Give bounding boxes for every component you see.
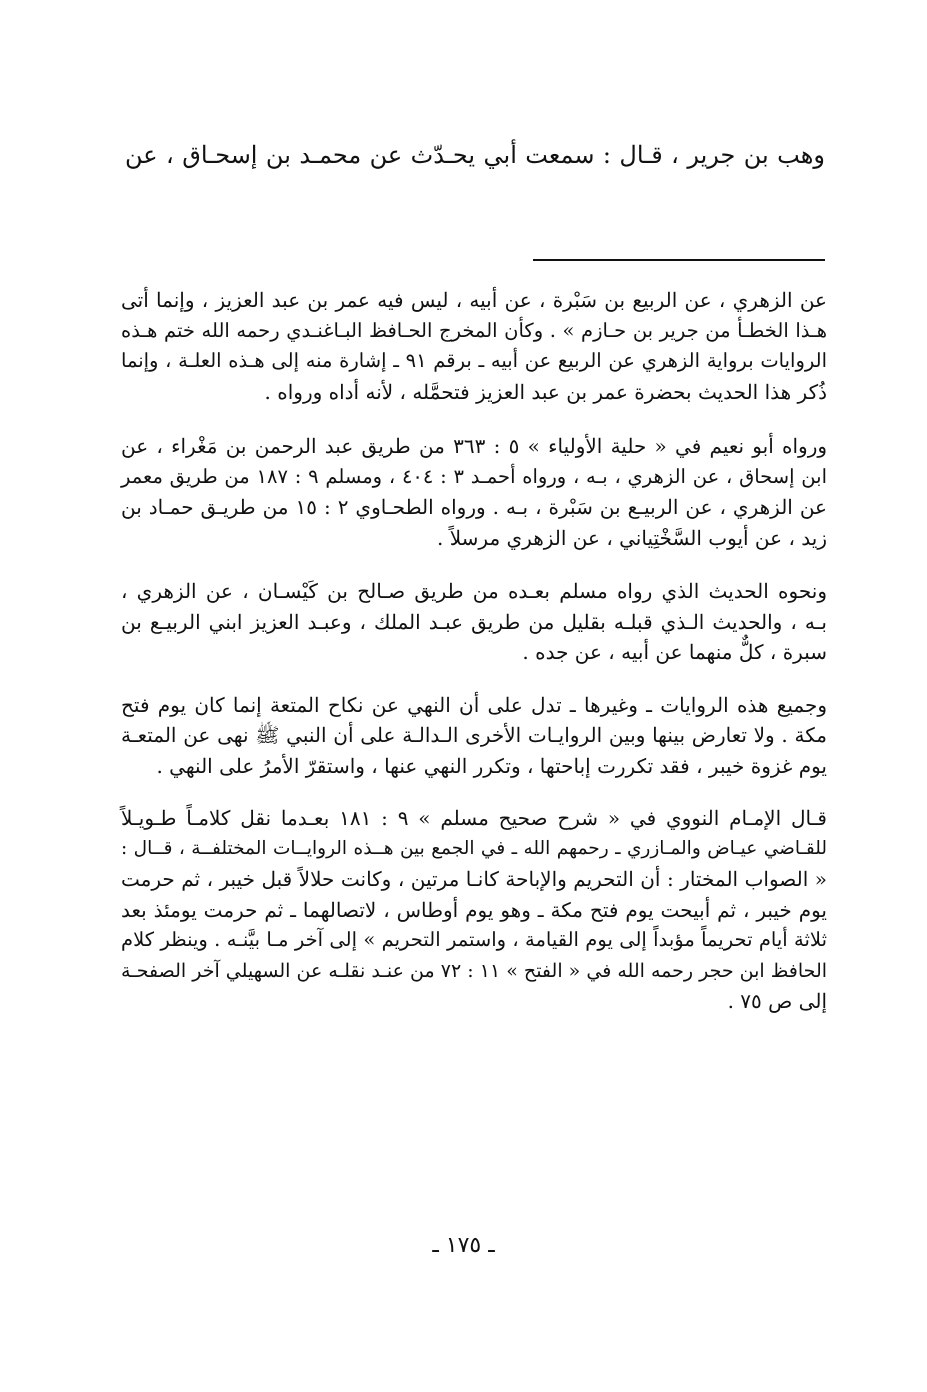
footnote-line: ابن إسحاق ، عن الزهري ، بـه ، ورواه أحمـد ٣ : ٤٠٤ ، ومسلم ٩ : ١٨٧ من طريق معمر [121, 464, 827, 488]
footnote-line: ثلاثة أيام تحريماً مؤبداً إلى يوم القيامة ، واستمر التحريم » إلى آخر مـا بيَّنـه . وينظر كلام [121, 928, 827, 951]
footnotes-section [121, 285, 827, 1017]
footnote-line: عن الزهري ، عن الربيـع بن سَبْرة ، بـه . ورواه الطحـاوي ٢ : ١٥ من طريـق حمـاد بن [121, 495, 827, 519]
footnote-line: وجميع هذه الروايات ـ وغيرها ـ تدل على أن النهي عن نكاح المتعة إنما كان يوم فتح [121, 692, 827, 717]
footnote-separator-rule [533, 259, 825, 261]
footnote-line: مكة . ولا تعارض بينها وبين الروايـات الأخرى الـدالـة على أن النبي ﷺ نهى عن المتعـة [121, 723, 827, 747]
footnote-paragraph-2 [121, 431, 827, 553]
footnote-line: الروايات برواية الزهري عن الربيع عن أبيه ـ برقم ٩١ ـ إشارة منه إلى هـذه العلـة ، وإنما [121, 349, 827, 372]
main-text-line: وهب بن جرير ، قـال : سمعت أبي يحـدّث عن محمـد بن إسحـاق ، عن [125, 141, 825, 169]
footnote-paragraph-1 [121, 285, 827, 407]
footnote-line: يوم خيبر ، ثم أبيحت يوم فتح مكة ـ وهو يوم أوطاس ، لاتصالهما ـ ثم حرمت يومئذ بعد [121, 897, 827, 922]
footnote-line: هـذا الخطـأ من جرير بن حـازم » . وكأن المخرج الحـافظ البـاغنـدي رحمه الله ختم هـذه [121, 318, 827, 342]
footnote-line: بـه ، والحديث الـذي قبلـه بقليل من طريق عبـد الملك ، وعبـد العزيز ابني الربيـع بن [121, 609, 827, 634]
footnote-line: قـال الإمـام النووي في « شرح صحيح مسلم » ٩ : ١٨١ بعـدما نقل كلامـاً طـويـلاً [121, 806, 827, 830]
footnote-line: زيد ، عن أيوب السَّخْتِياني ، عن الزهري مرسلاً . [437, 525, 827, 550]
page-number: ـ ١٧٥ ـ [432, 1233, 495, 1258]
footnote-paragraph-4 [121, 690, 827, 782]
footnote-line: سبرة ، كلٌّ منهما عن أبيه ، عن جده . [522, 640, 827, 664]
footnote-line: الحافظ ابن حجر رحمه الله في « الفتح » ١١ : ٧٢ من عنـد نقلـه عن السهيلي آخر الصفحـة [121, 959, 828, 982]
footnote-line: للقـاضي عيـاض والمـازري ـ رحمهم الله ـ في الجمع بين هــذه الروايــات المختلفــة ، قــال : [121, 837, 827, 859]
footnote-line: ورواه أبو نعيم في « حلية الأولياء » ٥ : ٣٦٣ من طريق عبد الرحمن بن مَغْراء ، عن [121, 434, 828, 458]
footnote-line: « الصواب المختار : أن التحريم والإباحة كانـا مرتين ، وكانت حلالاً قبل خيبر ، ثم حرمت [121, 867, 827, 891]
footnote-paragraph-5 [121, 803, 827, 1017]
footnote-line: إلى ص ٧٥ . [727, 989, 827, 1013]
footnote-line: عن الزهري ، عن الربيع بن سَبْرة ، عن أبيه ، ليس فيه عمر بن عبد العزيز ، وإنما أتى [121, 288, 827, 312]
footnote-line: ذُكر هذا الحديث بحضرة عمر بن عبد العزيز فتحمَّله ، لأنه أداه ورواه . [264, 379, 827, 404]
footnote-line: ونحوه الحديث الذي رواه مسلم بعـده من طريق صـالح بن كَيْسـان ، عن الزهري ، [121, 579, 827, 603]
footnote-line: يوم غزوة خيبر ، فقد تكررت إباحتها ، وتكرر النهي عنها ، واستقرّ الأمرُ على النهي . [156, 753, 827, 778]
footnote-paragraph-3 [121, 576, 827, 668]
